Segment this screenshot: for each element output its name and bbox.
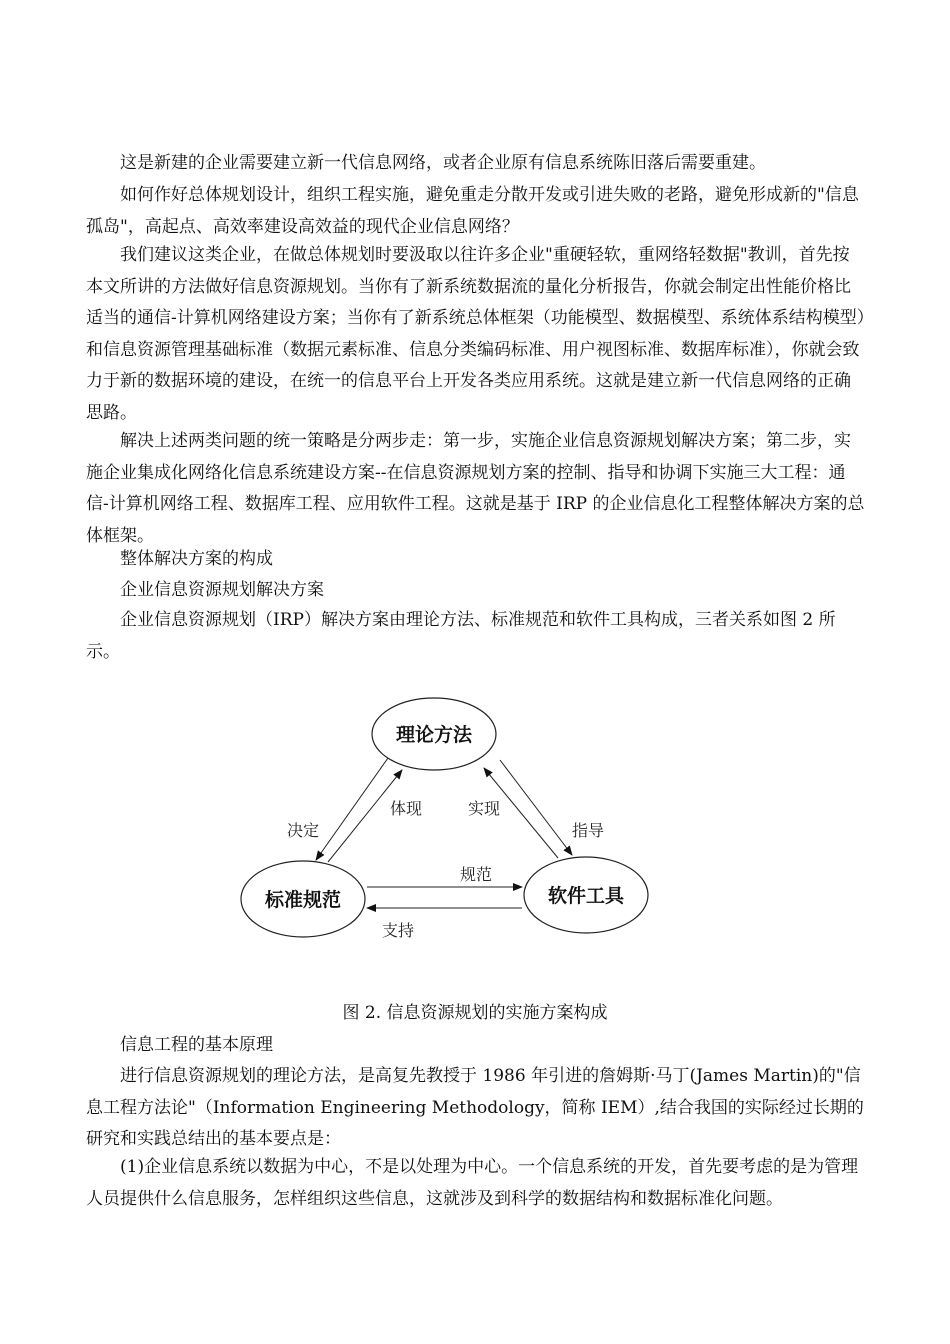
- standard-node-label: 标准规范: [264, 889, 342, 911]
- arrow-decide: [316, 758, 388, 860]
- arrow-guide: [500, 760, 572, 855]
- paragraph-how-to-plan: 如何作好总体规划设计，组织工程实施，避免重走分散开发或引进失败的老路，避免形成新的"信息孤岛"，高起点、高效率建设高效益的现代企业信息网络？: [86, 185, 859, 237]
- paragraph-ie-method: 进行信息资源规划的理论方法，是高复先教授于 1986 年引进的詹姆斯·马丁(James Martin)的"信息工程方法论"（Information Engineering Methodology，简称 IEM）,结合我国的实际经过长期的研究和实践总结出的基本要点是：: [86, 1066, 864, 1149]
- tool-node-label: 软件工具: [547, 885, 625, 907]
- paragraph-new-enterprise: 这是新建的企业需要建立新一代信息网络，或者企业原有信息系统陈旧落后需要重建。: [120, 153, 766, 173]
- paragraph-suggestion: 我们建议这类企业，在做总体规划时要汲取以往许多企业"重硬轻软，重网络轻数据"教训，首先按本文所讲的方法做好信息资源规划。当你有了新系统数据流的量化分析报告，你就会制定出性能价格比适当的通信-计算机网络建设方案；当你有了新系统总体框架（功能模型、数据模型、系统体系结构模型）和信息资源管理基础标准（数据元素标准、信息分类编码标准、用户视图标准、数据库标准），你就会致力于新的数据环境的建设，在统一的信息平台上开发各类应用系统。这就是建立新一代信息网络的正确思路。: [86, 245, 866, 423]
- edge-label-realize: 实现: [467, 799, 501, 818]
- paragraph-irp-composition: 企业信息资源规划（IRP）解决方案由理论方法、标准规范和软件工具构成，三者关系如图 2 所示。: [86, 610, 836, 662]
- heading-solution-composition: 整体解决方案的构成: [120, 549, 273, 569]
- heading-ie-principles: 信息工程的基本原理: [120, 1035, 273, 1055]
- edge-label-embody: 体现: [389, 799, 423, 818]
- paragraph-point-1: (1)企业信息系统以数据为中心，不是以处理为中心。一个信息系统的开发，首先要考虑的是为管理人员提供什么信息服务，怎样组织这些信息，这就涉及到科学的数据结构和数据标准化问题。: [86, 1157, 859, 1209]
- edge-label-regulate: 规范: [459, 865, 493, 884]
- heading-irp-solution: 企业信息资源规划解决方案: [120, 580, 324, 600]
- edge-label-decide: 决定: [286, 821, 320, 840]
- paragraph-strategy: 解决上述两类问题的统一策略是分两步走：第一步，实施企业信息资源规划解决方案；第二步，实施企业集成化网络化信息系统建设方案--在信息资源规划方案的控制、指导和协调下实施三大工程：通信-计算机网络工程、数据库工程、应用软件工程。这就是基于 IRP 的企业信息化工程整体解决方案的总体框架。: [86, 431, 865, 546]
- theory-node-label: 理论方法: [395, 724, 473, 746]
- figure-caption: 图 2. 信息资源规划的实施方案构成: [342, 1003, 608, 1023]
- irp-relationship-diagram: [230, 690, 660, 950]
- edge-label-guide: 指导: [571, 821, 605, 840]
- edge-label-support: 支持: [381, 921, 415, 940]
